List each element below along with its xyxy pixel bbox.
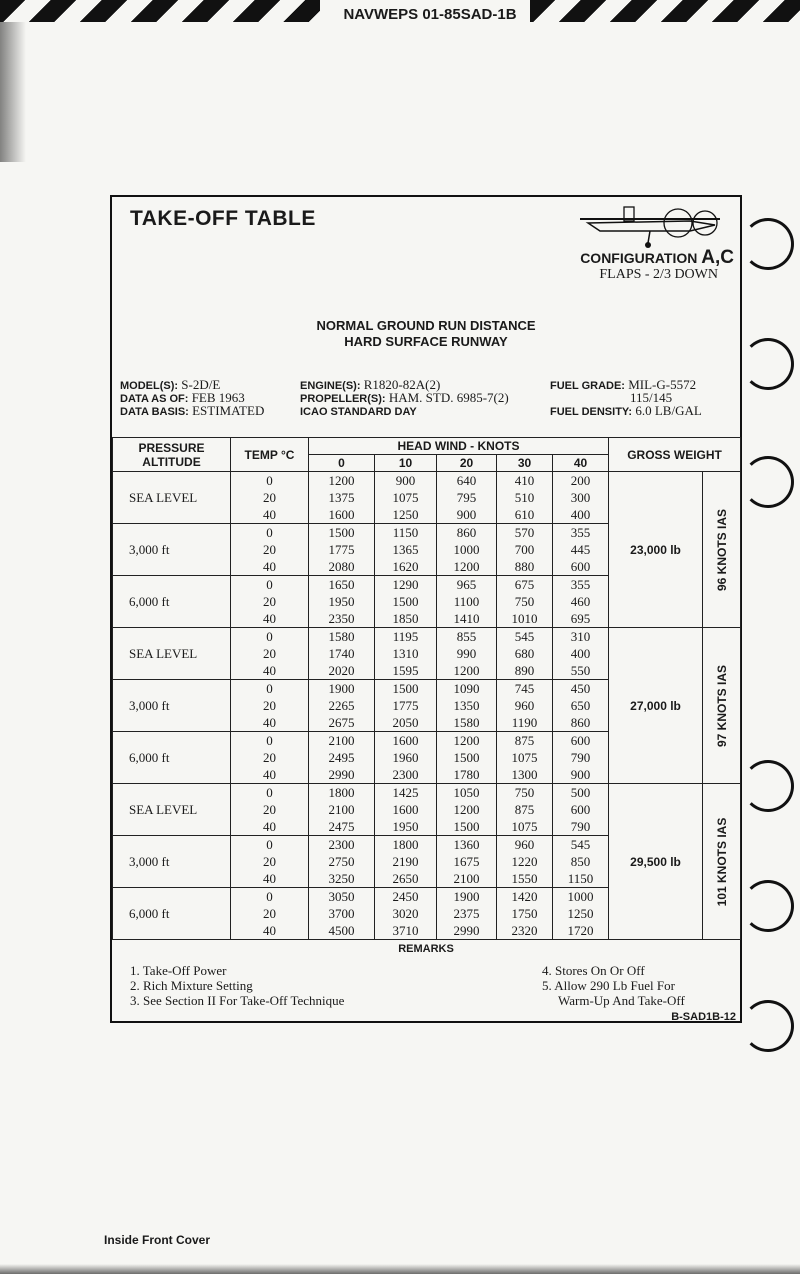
distance-cell bbox=[497, 628, 553, 680]
distance-cell bbox=[309, 576, 375, 628]
data-basis-info bbox=[120, 403, 264, 419]
temp-value: 40 bbox=[263, 767, 276, 782]
distance-value: 550 bbox=[570, 663, 591, 678]
temp-value: 40 bbox=[263, 819, 276, 834]
distance-value: 2450 bbox=[392, 889, 419, 904]
distance-value: 1100 bbox=[453, 594, 480, 609]
header-wind-20: 20 bbox=[437, 455, 497, 472]
distance-value: 450 bbox=[570, 681, 591, 696]
distance-cell bbox=[553, 472, 609, 524]
temp-cell bbox=[231, 628, 309, 680]
icao-value: ICAO STANDARD DAY bbox=[300, 406, 417, 418]
temp-cell bbox=[231, 576, 309, 628]
distance-cell bbox=[437, 680, 497, 732]
temp-value: 20 bbox=[263, 542, 276, 557]
distance-value: 1775 bbox=[392, 698, 419, 713]
remarks-title: REMARKS bbox=[398, 943, 454, 955]
distance-value: 900 bbox=[570, 767, 591, 782]
fuel-density-label: FUEL DENSITY: bbox=[550, 406, 633, 418]
distance-cell bbox=[375, 472, 437, 524]
distance-value: 355 bbox=[570, 577, 591, 592]
ias-cell bbox=[703, 784, 741, 940]
distance-value: 600 bbox=[570, 733, 591, 748]
distance-cell bbox=[553, 576, 609, 628]
distance-cell bbox=[497, 784, 553, 836]
temp-value: 40 bbox=[263, 559, 276, 574]
distance-value: 860 bbox=[456, 525, 477, 540]
distance-value: 2100 bbox=[453, 871, 480, 886]
distance-value: 445 bbox=[570, 542, 591, 557]
distance-value: 600 bbox=[570, 802, 591, 817]
distance-value: 500 bbox=[570, 785, 591, 800]
distance-value: 2495 bbox=[328, 750, 355, 765]
distance-value: 850 bbox=[570, 854, 591, 869]
remark-item: Warm-Up And Take-Off bbox=[542, 993, 685, 1008]
distance-cell bbox=[309, 784, 375, 836]
distance-cell bbox=[497, 836, 553, 888]
remark-item: 2. Rich Mixture Setting bbox=[130, 978, 253, 993]
distance-value: 1900 bbox=[328, 681, 355, 696]
distance-value: 1500 bbox=[453, 750, 480, 765]
distance-value: 1500 bbox=[392, 681, 419, 696]
distance-value: 640 bbox=[456, 473, 477, 488]
page-edge-shadow bbox=[0, 22, 26, 162]
distance-value: 1780 bbox=[453, 767, 480, 782]
distance-value: 570 bbox=[514, 525, 535, 540]
distance-value: 965 bbox=[456, 577, 477, 592]
configuration bbox=[580, 247, 734, 269]
page-footer: Inside Front Cover bbox=[104, 1233, 211, 1247]
configuration-value: A,C bbox=[701, 247, 734, 268]
temp-value: 40 bbox=[263, 611, 276, 626]
ias-label: 97 KNOTS IAS bbox=[714, 664, 729, 747]
distance-cell bbox=[375, 888, 437, 940]
fuel-grade-value: MIL-G-5572 bbox=[628, 377, 697, 392]
distance-value: 1960 bbox=[392, 750, 419, 765]
distance-value: 1600 bbox=[392, 733, 419, 748]
distance-value: 900 bbox=[456, 507, 477, 522]
distance-value: 310 bbox=[570, 629, 591, 644]
distance-value: 1050 bbox=[453, 785, 480, 800]
distance-cell bbox=[553, 732, 609, 784]
hazard-stripe-right bbox=[530, 0, 800, 22]
distance-cell bbox=[375, 784, 437, 836]
ias-cell bbox=[703, 472, 741, 628]
distance-value: 1580 bbox=[328, 629, 355, 644]
remark-item: 5. Allow 290 Lb Fuel For bbox=[542, 978, 675, 993]
distance-value: 1375 bbox=[328, 490, 355, 505]
temp-value: 20 bbox=[263, 594, 276, 609]
distance-value: 2300 bbox=[328, 837, 355, 852]
distance-cell bbox=[437, 732, 497, 784]
distance-value: 610 bbox=[514, 507, 535, 522]
distance-cell bbox=[437, 784, 497, 836]
distance-value: 3020 bbox=[392, 906, 419, 921]
temp-value: 20 bbox=[263, 698, 276, 713]
document-number: NAVWEPS 01-85SAD-1B bbox=[343, 6, 517, 23]
distance-cell bbox=[375, 628, 437, 680]
binder-hole-1 bbox=[742, 218, 794, 270]
temp-value: 20 bbox=[263, 646, 276, 661]
header-gross-weight: GROSS WEIGHT bbox=[609, 438, 741, 472]
distance-value: 855 bbox=[456, 629, 477, 644]
distance-value: 3050 bbox=[328, 889, 355, 904]
temp-value: 20 bbox=[263, 750, 276, 765]
distance-cell bbox=[309, 628, 375, 680]
distance-cell bbox=[437, 628, 497, 680]
temp-value: 20 bbox=[263, 802, 276, 817]
temp-value: 40 bbox=[263, 923, 276, 938]
header-head-wind: HEAD WIND - KNOTS bbox=[309, 438, 609, 455]
distance-cell bbox=[437, 888, 497, 940]
header-wind-10: 10 bbox=[375, 455, 437, 472]
distance-value: 1650 bbox=[328, 577, 355, 592]
distance-value: 2675 bbox=[328, 715, 355, 730]
distance-value: 1350 bbox=[453, 698, 480, 713]
temp-cell bbox=[231, 524, 309, 576]
distance-cell bbox=[553, 524, 609, 576]
distance-value: 1420 bbox=[511, 889, 538, 904]
distance-value: 2050 bbox=[392, 715, 419, 730]
distance-cell bbox=[497, 524, 553, 576]
distance-value: 1200 bbox=[453, 733, 480, 748]
distance-value: 1740 bbox=[328, 646, 355, 661]
distance-cell bbox=[309, 836, 375, 888]
temp-cell bbox=[231, 888, 309, 940]
distance-cell bbox=[375, 576, 437, 628]
distance-value: 545 bbox=[514, 629, 535, 644]
distance-value: 2300 bbox=[392, 767, 419, 782]
distance-value: 1010 bbox=[511, 611, 538, 626]
distance-value: 650 bbox=[570, 698, 591, 713]
distance-value: 695 bbox=[570, 611, 591, 626]
data-basis-value: ESTIMATED bbox=[192, 403, 265, 418]
temp-cell bbox=[231, 680, 309, 732]
ias-label: 96 KNOTS IAS bbox=[714, 508, 729, 591]
temp-cell bbox=[231, 784, 309, 836]
distance-cell bbox=[553, 888, 609, 940]
table-title: TAKE-OFF TABLE bbox=[130, 207, 316, 230]
distance-value: 3710 bbox=[392, 923, 419, 938]
distance-value: 2265 bbox=[328, 698, 355, 713]
distance-value: 1675 bbox=[453, 854, 480, 869]
table-row bbox=[113, 784, 741, 836]
temp-value: 0 bbox=[266, 525, 273, 540]
gross-weight-cell: 27,000 lb bbox=[609, 628, 703, 784]
table-row bbox=[113, 472, 741, 524]
distance-value: 1600 bbox=[392, 802, 419, 817]
distance-value: 1360 bbox=[453, 837, 480, 852]
distance-value: 1000 bbox=[567, 889, 594, 904]
distance-value: 2990 bbox=[328, 767, 355, 782]
distance-value: 2475 bbox=[328, 819, 355, 834]
distance-value: 1500 bbox=[328, 525, 355, 540]
data-as-of-value: FEB 1963 bbox=[191, 390, 245, 405]
distance-value: 2100 bbox=[328, 802, 355, 817]
distance-value: 1580 bbox=[453, 715, 480, 730]
distance-value: 1425 bbox=[392, 785, 419, 800]
distance-value: 890 bbox=[514, 663, 535, 678]
distance-value: 2375 bbox=[453, 906, 480, 921]
distance-cell bbox=[497, 680, 553, 732]
altitude-cell: 3,000 ft bbox=[113, 836, 231, 888]
temp-value: 40 bbox=[263, 715, 276, 730]
propeller-label: PROPELLER(S): bbox=[300, 393, 386, 405]
distance-cell bbox=[497, 888, 553, 940]
temp-value: 0 bbox=[266, 785, 273, 800]
distance-value: 875 bbox=[514, 802, 535, 817]
distance-value: 1800 bbox=[392, 837, 419, 852]
distance-value: 1195 bbox=[392, 629, 419, 644]
binder-hole-5 bbox=[742, 880, 794, 932]
distance-value: 875 bbox=[514, 733, 535, 748]
distance-cell bbox=[553, 680, 609, 732]
distance-value: 1200 bbox=[328, 473, 355, 488]
header-pressure-altitude: PRESSURE ALTITUDE bbox=[113, 438, 231, 472]
distance-value: 745 bbox=[514, 681, 535, 696]
distance-value: 960 bbox=[514, 698, 535, 713]
remarks-right bbox=[542, 963, 685, 1008]
data-basis-label: DATA BASIS: bbox=[120, 406, 189, 418]
distance-value: 750 bbox=[514, 594, 535, 609]
distance-cell bbox=[437, 524, 497, 576]
distance-value: 1950 bbox=[392, 819, 419, 834]
distance-value: 1150 bbox=[567, 871, 594, 886]
distance-value: 680 bbox=[514, 646, 535, 661]
altitude-cell: 3,000 ft bbox=[113, 524, 231, 576]
temp-value: 40 bbox=[263, 871, 276, 886]
distance-cell bbox=[309, 888, 375, 940]
distance-value: 900 bbox=[395, 473, 416, 488]
distance-cell bbox=[375, 836, 437, 888]
figure-id: B-SAD1B-12 bbox=[671, 1011, 736, 1023]
distance-value: 1310 bbox=[392, 646, 419, 661]
distance-value: 1775 bbox=[328, 542, 355, 557]
remark-item: 4. Stores On Or Off bbox=[542, 963, 645, 978]
distance-value: 990 bbox=[456, 646, 477, 661]
fuel-grade-label: FUEL GRADE: bbox=[550, 380, 625, 392]
distance-value: 2650 bbox=[392, 871, 419, 886]
distance-value: 1075 bbox=[511, 750, 538, 765]
temp-value: 0 bbox=[266, 733, 273, 748]
distance-value: 1365 bbox=[392, 542, 419, 557]
aircraft-icon bbox=[570, 199, 730, 251]
subtitle-runway: HARD SURFACE RUNWAY bbox=[344, 334, 508, 349]
distance-value: 700 bbox=[514, 542, 535, 557]
distance-value: 1595 bbox=[392, 663, 419, 678]
distance-value: 795 bbox=[456, 490, 477, 505]
header-wind-30: 30 bbox=[497, 455, 553, 472]
distance-value: 460 bbox=[570, 594, 591, 609]
ias-label: 101 KNOTS IAS bbox=[714, 817, 729, 906]
distance-value: 400 bbox=[570, 646, 591, 661]
distance-cell bbox=[309, 472, 375, 524]
fuel-density-info bbox=[550, 403, 702, 419]
distance-value: 1250 bbox=[392, 507, 419, 522]
subtitle-ground-run: NORMAL GROUND RUN DISTANCE bbox=[316, 318, 536, 333]
distance-value: 545 bbox=[570, 837, 591, 852]
temp-cell bbox=[231, 836, 309, 888]
temp-value: 0 bbox=[266, 577, 273, 592]
distance-value: 1075 bbox=[392, 490, 419, 505]
altitude-cell: 6,000 ft bbox=[113, 576, 231, 628]
distance-value: 1800 bbox=[328, 785, 355, 800]
distance-value: 4500 bbox=[328, 923, 355, 938]
distance-value: 1000 bbox=[453, 542, 480, 557]
binder-hole-4 bbox=[742, 760, 794, 812]
altitude-cell: 3,000 ft bbox=[113, 680, 231, 732]
distance-cell bbox=[375, 524, 437, 576]
distance-value: 1150 bbox=[392, 525, 419, 540]
model-value: S-2D/E bbox=[181, 377, 221, 392]
distance-value: 2320 bbox=[511, 923, 538, 938]
distance-value: 355 bbox=[570, 525, 591, 540]
distance-value: 1850 bbox=[392, 611, 419, 626]
altitude-cell: 6,000 ft bbox=[113, 732, 231, 784]
temp-value: 20 bbox=[263, 854, 276, 869]
distance-value: 960 bbox=[514, 837, 535, 852]
data-as-of-label: DATA AS OF: bbox=[120, 393, 189, 405]
distance-value: 1750 bbox=[511, 906, 538, 921]
distance-value: 1620 bbox=[392, 559, 419, 574]
distance-value: 2350 bbox=[328, 611, 355, 626]
distance-cell bbox=[437, 472, 497, 524]
flaps-setting: FLAPS - 2/3 DOWN bbox=[599, 267, 718, 282]
table-row bbox=[113, 628, 741, 680]
distance-value: 200 bbox=[570, 473, 591, 488]
model-label: MODEL(S): bbox=[120, 380, 179, 392]
fuel-density-value: 6.0 LB/GAL bbox=[635, 403, 702, 418]
distance-value: 2190 bbox=[392, 854, 419, 869]
distance-cell bbox=[553, 836, 609, 888]
distance-value: 1200 bbox=[453, 559, 480, 574]
takeoff-table-sheet bbox=[110, 195, 742, 1023]
distance-value: 1950 bbox=[328, 594, 355, 609]
distance-value: 1410 bbox=[453, 611, 480, 626]
distance-value: 2020 bbox=[328, 663, 355, 678]
temp-cell bbox=[231, 472, 309, 524]
distance-value: 1090 bbox=[453, 681, 480, 696]
distance-cell bbox=[497, 472, 553, 524]
distance-value: 3700 bbox=[328, 906, 355, 921]
fuel-grade-octane: 115/145 bbox=[630, 390, 673, 405]
distance-value: 790 bbox=[570, 750, 591, 765]
distance-cell bbox=[553, 784, 609, 836]
takeoff-distance-table bbox=[112, 437, 741, 940]
remark-item: 3. See Section II For Take-Off Technique bbox=[130, 993, 345, 1008]
distance-value: 2100 bbox=[328, 733, 355, 748]
temp-value: 40 bbox=[263, 663, 276, 678]
distance-value: 1300 bbox=[511, 767, 538, 782]
engine-value: R1820-82A(2) bbox=[363, 377, 441, 392]
distance-value: 790 bbox=[570, 819, 591, 834]
distance-value: 880 bbox=[514, 559, 535, 574]
ias-cell bbox=[703, 628, 741, 784]
fuel-grade-info bbox=[550, 377, 696, 393]
distance-value: 1500 bbox=[453, 819, 480, 834]
configuration-label: CONFIGURATION bbox=[580, 250, 698, 266]
hazard-stripe-left bbox=[0, 0, 320, 22]
distance-value: 600 bbox=[570, 559, 591, 574]
distance-cell bbox=[375, 732, 437, 784]
header-temp: TEMP °C bbox=[231, 438, 309, 472]
binder-hole-3 bbox=[742, 456, 794, 508]
remark-item: 1. Take-Off Power bbox=[130, 963, 227, 978]
distance-cell bbox=[437, 576, 497, 628]
distance-value: 1720 bbox=[567, 923, 594, 938]
distance-value: 1190 bbox=[511, 715, 538, 730]
temp-value: 40 bbox=[263, 507, 276, 522]
distance-value: 2750 bbox=[328, 854, 355, 869]
distance-value: 1200 bbox=[453, 663, 480, 678]
altitude-cell: SEA LEVEL bbox=[113, 784, 231, 836]
header-wind-40: 40 bbox=[553, 455, 609, 472]
distance-cell bbox=[309, 524, 375, 576]
temp-value: 20 bbox=[263, 906, 276, 921]
distance-value: 675 bbox=[514, 577, 535, 592]
temp-cell bbox=[231, 732, 309, 784]
binder-hole-2 bbox=[742, 338, 794, 390]
header-wind-0: 0 bbox=[309, 455, 375, 472]
remarks-left bbox=[130, 963, 344, 1008]
binder-hole-6 bbox=[742, 1000, 794, 1052]
distance-value: 3250 bbox=[328, 871, 355, 886]
distance-value: 1550 bbox=[511, 871, 538, 886]
distance-cell bbox=[309, 680, 375, 732]
gross-weight-cell: 23,000 lb bbox=[609, 472, 703, 628]
distance-value: 410 bbox=[514, 473, 535, 488]
temp-value: 20 bbox=[263, 490, 276, 505]
distance-value: 2080 bbox=[328, 559, 355, 574]
distance-cell bbox=[553, 628, 609, 680]
distance-value: 1200 bbox=[453, 802, 480, 817]
distance-value: 510 bbox=[514, 490, 535, 505]
temp-value: 0 bbox=[266, 837, 273, 852]
distance-cell bbox=[437, 836, 497, 888]
temp-value: 0 bbox=[266, 473, 273, 488]
engine-label: ENGINE(S): bbox=[300, 380, 361, 392]
distance-value: 750 bbox=[514, 785, 535, 800]
distance-cell bbox=[497, 732, 553, 784]
altitude-cell: 6,000 ft bbox=[113, 888, 231, 940]
distance-value: 1250 bbox=[567, 906, 594, 921]
distance-value: 860 bbox=[570, 715, 591, 730]
distance-value: 400 bbox=[570, 507, 591, 522]
temp-value: 0 bbox=[266, 889, 273, 904]
temp-value: 0 bbox=[266, 681, 273, 696]
distance-cell bbox=[497, 576, 553, 628]
distance-cell bbox=[375, 680, 437, 732]
distance-value: 1900 bbox=[453, 889, 480, 904]
altitude-cell: SEA LEVEL bbox=[113, 628, 231, 680]
distance-value: 1500 bbox=[392, 594, 419, 609]
gross-weight-cell: 29,500 lb bbox=[609, 784, 703, 940]
altitude-cell: SEA LEVEL bbox=[113, 472, 231, 524]
distance-value: 2990 bbox=[453, 923, 480, 938]
distance-value: 1290 bbox=[392, 577, 419, 592]
temp-value: 0 bbox=[266, 629, 273, 644]
propeller-value: HAM. STD. 6985-7(2) bbox=[388, 390, 509, 405]
icao-info bbox=[300, 403, 417, 419]
distance-value: 300 bbox=[570, 490, 591, 505]
distance-value: 1220 bbox=[511, 854, 538, 869]
distance-value: 1600 bbox=[328, 507, 355, 522]
distance-cell bbox=[309, 732, 375, 784]
distance-value: 1075 bbox=[511, 819, 538, 834]
page-bottom-edge bbox=[0, 1264, 800, 1274]
